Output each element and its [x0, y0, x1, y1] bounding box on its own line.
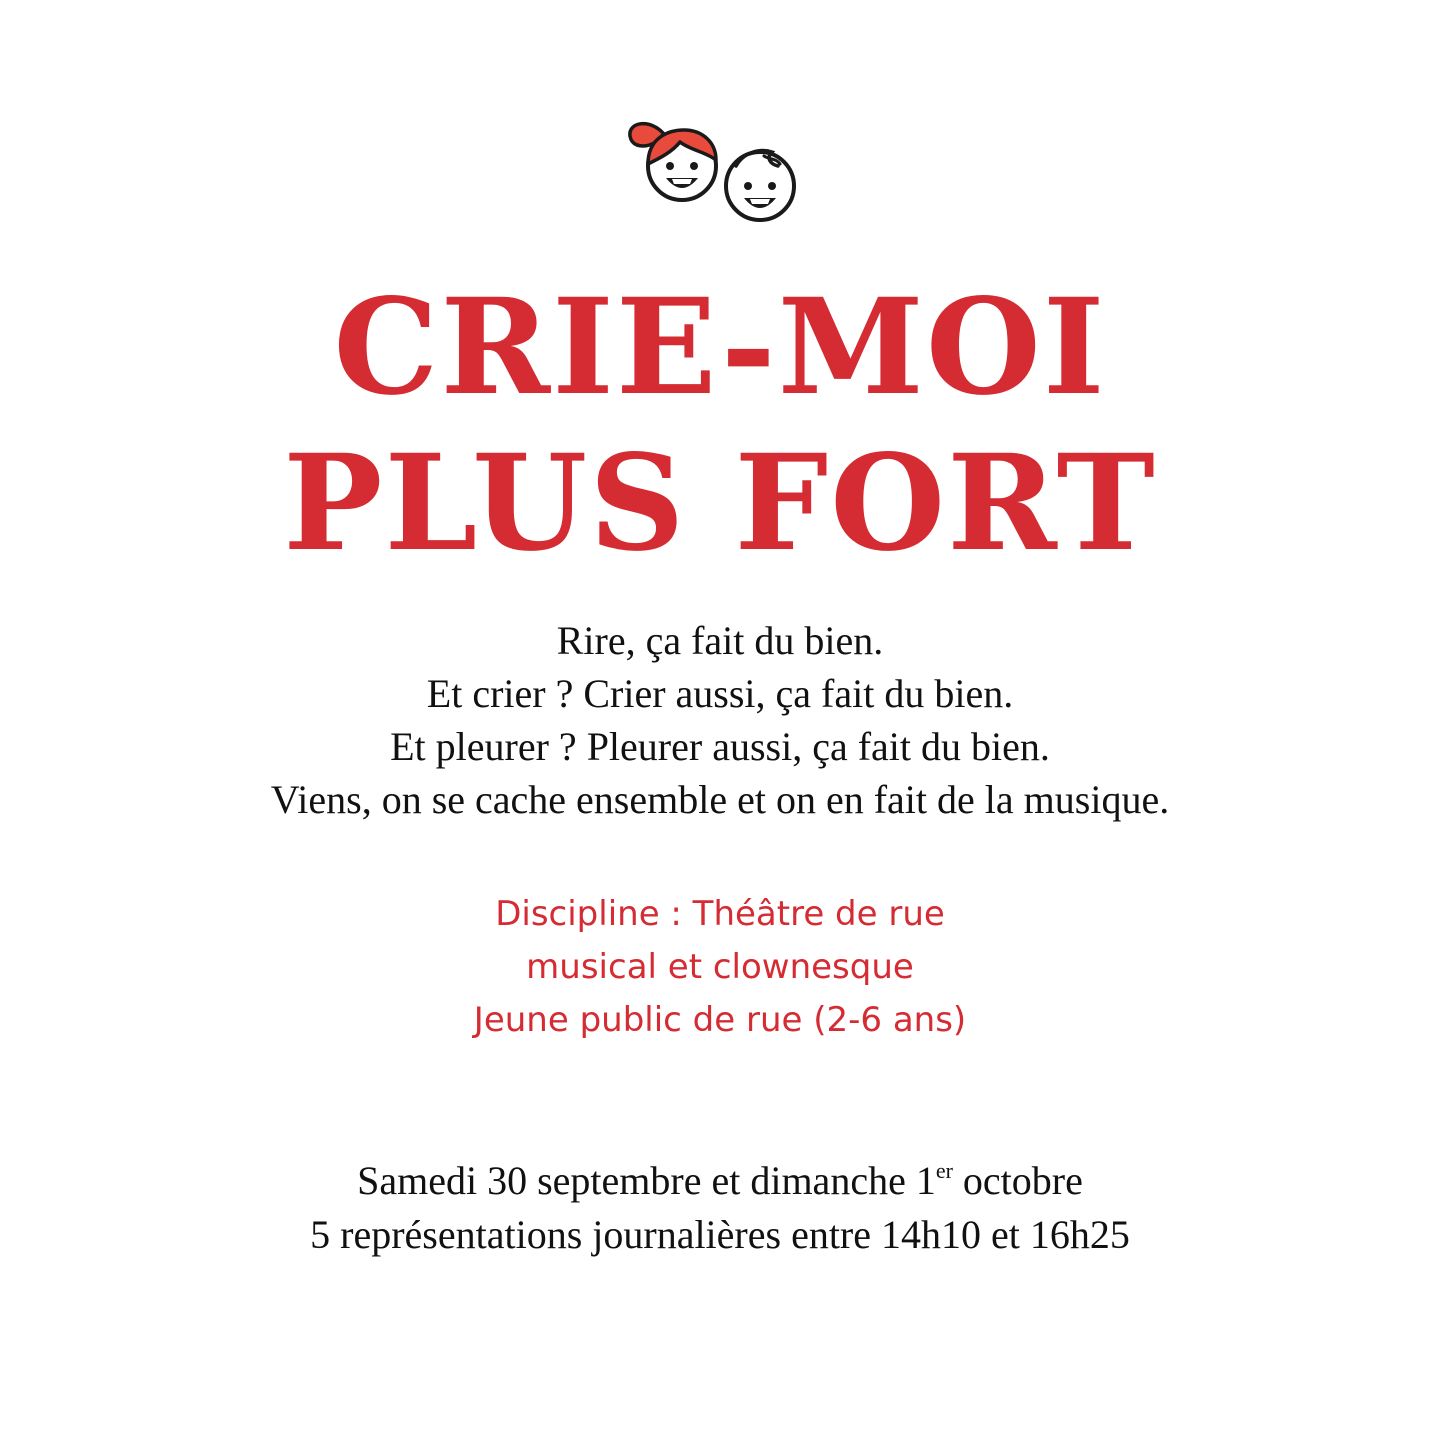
schedule-performances: 5 représentations journalières entre 14h10 et 16h25	[310, 1212, 1130, 1257]
title-line-1: CRIE-MOI	[333, 270, 1107, 425]
description	[0, 614, 1440, 826]
description-line: Et pleurer ? Pleurer aussi, ça fait du bien.	[390, 724, 1050, 769]
date-suffix: octobre	[952, 1158, 1083, 1203]
description-line: Et crier ? Crier aussi, ça fait du bien.	[426, 671, 1014, 716]
discipline-line: musical et clownesque	[526, 947, 914, 987]
description-line: Viens, on se cache ensemble et on en fait de la musique.	[270, 777, 1170, 822]
discipline-line: Jeune public de rue (2-6 ans)	[473, 1000, 967, 1040]
date-superscript: er	[935, 1158, 953, 1183]
boy-face-icon	[726, 151, 794, 220]
description-line: Rire, ça fait du bien.	[556, 618, 884, 663]
schedule-dates	[0, 1154, 1440, 1208]
schedule	[0, 1154, 1440, 1262]
discipline	[0, 888, 1440, 1047]
kids-faces-icon	[620, 108, 820, 228]
girl-face-icon	[630, 124, 716, 200]
title-line-2: PLUS FORT	[283, 426, 1157, 581]
date-prefix: Samedi 30 septembre et dimanche 1	[357, 1158, 936, 1203]
discipline-line: Discipline : Théâtre de rue	[495, 894, 945, 934]
